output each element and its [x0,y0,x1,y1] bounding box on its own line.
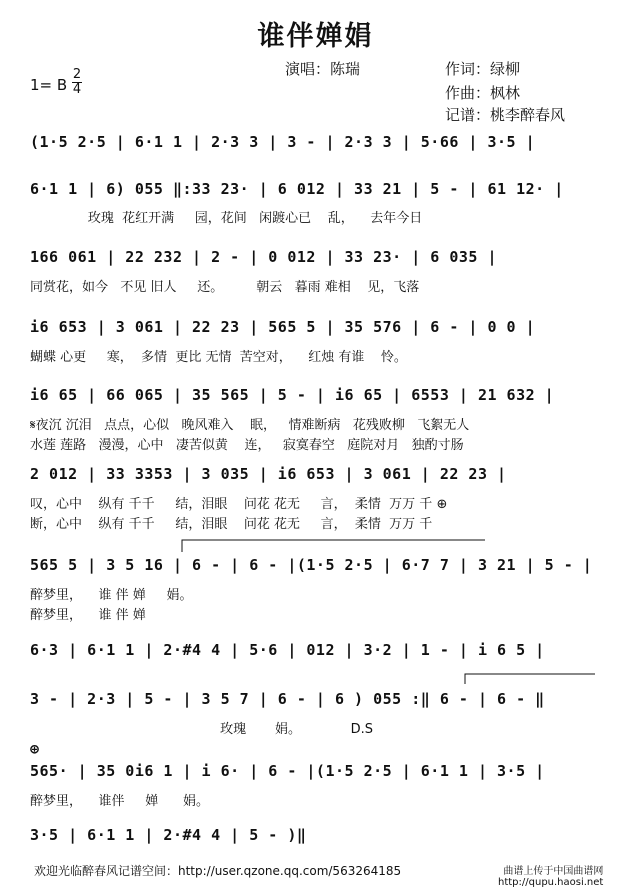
score-row-7: 565 5 | 3 5 16 | 6 - | 6 - |(1·5 2·5 | 6·7 7 | 3 21 | 5 - | [30,556,593,574]
score-row-11: 3·5 | 6·1 1 | 2·#4 4 | 5 - )‖ [30,826,307,844]
key-signature: 1= B [30,76,68,94]
lyric-row-7a: 醉梦里， 谁 伴 婵 娟。 [30,588,193,603]
coda-sign-icon: ⊕ [30,740,40,758]
composer-credit: 作曲：枫林 [445,84,521,102]
lyric-row-6b: 断，心中 纵有 千千 结，泪眼 问花 花无 言， 柔情 万万 千 [30,517,433,532]
lyric-row-4: 蝴蝶 心更 寒， 多情 更比 无情 苦空对， 红烛 有谁 怜。 [30,350,407,365]
score-row-9: 3 - | 2·3 | 5 - | 3 5 7 | 6 - | 6 ) 055 :‖ 6 - | 6 - ‖ [30,690,545,708]
lyric-row-9: 玫瑰 娟。 D.S [30,722,373,737]
lyric-row-5a: 𝄋夜沉 沉泪 点点，心似 晚风难入 眠， 情难断病 花残败柳 飞絮无人 [30,418,470,433]
time-signature-bottom: 4 [72,82,82,97]
score-row-6: 2 012 | 33 3353 | 3 035 | i6 653 | 3 061 | 22 23 | [30,465,507,483]
volta-2-bracket [465,674,595,684]
lyric-row-3: 同赏花，如今 不见 旧人 还。 朝云 暮雨 难相 见，飞落 [30,280,420,295]
time-signature-top: 2 [72,67,82,82]
lyric-row-6a: 叹，心中 纵有 千千 结，泪眼 问花 花无 言， 柔情 万万 千 ⊕ [30,497,448,512]
singer-credit: 演唱：陈瑞 [285,60,361,78]
score-row-1: (1·5 2·5 | 6·1 1 | 2·3 3 | 3 - | 2·3 3 | 5·66 | 3·5 | [30,133,536,151]
lyric-row-10: 醉梦里， 谁伴 婵 娟。 [30,794,209,809]
score-row-5: i6 65 | 66 065 | 35 565 | 5 - | i6 65 | 6553 | 21 632 | [30,386,555,404]
volta-1-bracket [182,540,485,552]
lyric-row-5b: 水莲 莲路 漫漫，心中 凄苦似黄 连， 寂寞春空 庭院对月 独酌寸肠 [30,438,464,453]
site-credit-line-2: http://qupu.haosi.net [498,877,604,888]
lyric-row-7b: 醉梦里， 谁 伴 婵 [30,608,146,623]
song-title: 谁伴婵娟 [257,21,374,52]
score-row-10: 565· | 35 0i6 1 | i 6· | 6 - |(1·5 2·5 | 6·1 1 | 3·5 | [30,762,545,780]
footer-text: 欢迎光临醉春风记谱空间：http://user.qzone.qq.com/563264185 [34,864,402,878]
transcriber-credit: 记谱：桃李醉春风 [445,106,566,124]
score-row-4: i6 653 | 3 061 | 22 23 | 565 5 | 35 576 | 6 - | 0 0 | [30,318,536,336]
lyric-row-2: 玫瑰 花红开满 园，花间 闲踱心已 乱， 去年今日 [30,211,423,226]
score-row-3: 166 061 | 22 232 | 2 - | 0 012 | 33 23· | 6 035 | [30,248,498,266]
score-row-2: 6·1 1 | 6) 055 ‖:33 23· | 6 012 | 33 21 | 5 - | 61 12· | [30,180,564,198]
site-credit-line-1: 曲谱上传于中国曲谱网 [503,866,604,877]
lyricist-credit: 作词：绿柳 [445,60,521,78]
score-row-8: 6·3 | 6·1 1 | 2·#4 4 | 5·6 | 012 | 3·2 | 1 - | i 6 5 | [30,641,545,659]
